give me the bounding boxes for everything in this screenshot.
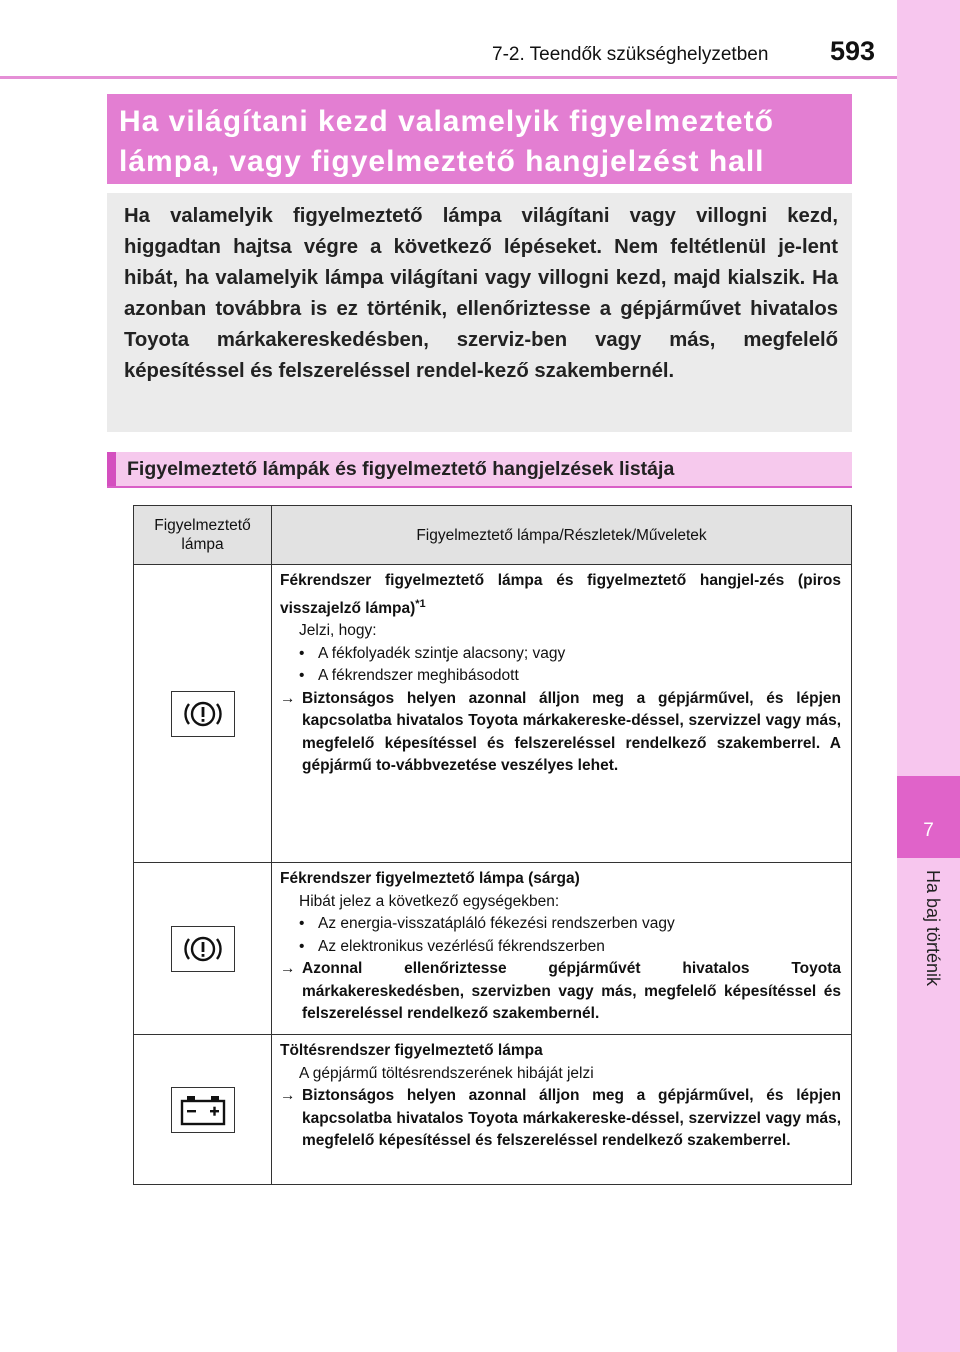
lamp-intro: A gépjármű töltésrendszerének hibáját jelzi <box>299 1064 594 1082</box>
subheading-accent <box>107 452 116 486</box>
bullet-icon: • <box>299 915 305 932</box>
action-text <box>280 1085 841 1153</box>
brake-warning-icon <box>171 691 235 737</box>
table-row <box>134 1035 852 1185</box>
page-title <box>107 94 852 184</box>
arrow-icon: → <box>280 960 296 977</box>
lamp-title: Fékrendszer figyelmeztető lámpa (sárga) <box>280 870 580 887</box>
page-title-line-2: lámpa, vagy figyelmeztető hangjelzést hall <box>119 145 765 178</box>
list-item-text: Az energia-visszatápláló fékezési rendszerben vagy <box>318 915 675 932</box>
lamp-intro: Hibát jelez a következő egységekben: <box>299 892 560 910</box>
header-rule <box>0 76 897 79</box>
lamp-intro: Jelzi, hogy: <box>299 622 377 640</box>
icon-cell <box>134 565 272 863</box>
chapter-tab[interactable] <box>897 776 960 858</box>
detail-cell <box>272 863 852 1035</box>
list-item <box>280 643 841 666</box>
warning-table <box>133 505 852 1185</box>
list-item <box>280 913 841 936</box>
action-text-body: Azonnal ellenőriztesse gépjárművét hivatalos Toyota márkakereskedésben, szervizben vagy más, megfelelő képesítéssel és felszereléssel rendelkező szakembernél. <box>302 960 841 1022</box>
chapter-number: 7 <box>923 820 934 841</box>
brake-warning-icon <box>171 926 235 972</box>
icon-cell <box>134 863 272 1035</box>
table-row <box>134 863 852 1035</box>
detail-cell <box>272 565 852 863</box>
arrow-icon: → <box>280 689 296 707</box>
page-number: 593 <box>830 36 876 66</box>
lamp-title <box>280 570 841 620</box>
subheading-text: Figyelmeztető lámpák és figyelmeztető hangjelzések listája <box>127 458 675 480</box>
lamp-title-text: Fékrendszer figyelmeztető lámpa és figyelmeztető hangjel-zés (piros visszajelző lámpa) <box>280 572 841 617</box>
chapter-label: Ha baj történik <box>923 870 943 987</box>
action-text <box>280 958 841 1026</box>
action-text <box>280 688 841 778</box>
action-text-body: Biztonságos helyen azonnal álljon meg a gépjárművel, és lépjen kapcsolatba hivatalos Toyota márkakereske-déssel, szervizzel vagy más, megfelelő képesítéssel és felszereléssel rendelkező szakemberrel. <box>302 1087 841 1149</box>
section-title: 7-2. Teendők szükséghelyzetben <box>492 44 769 65</box>
page-title-line-1: Ha világítani kezd valamelyik figyelmeztető <box>119 105 774 138</box>
list-item <box>280 936 841 959</box>
subheading <box>107 452 852 488</box>
bullet-icon: • <box>299 644 305 662</box>
side-band <box>897 0 960 1352</box>
column-header-details: Figyelmeztető lámpa/Részletek/Műveletek <box>272 506 852 565</box>
table-row <box>134 565 852 863</box>
footnote-mark: *1 <box>415 597 426 610</box>
column-header-lamp: Figyelmeztető lámpa <box>134 506 272 565</box>
bullet-icon: • <box>299 667 305 685</box>
list-item-text: Az elektronikus vezérlésű fékrendszerben <box>318 937 605 955</box>
icon-cell <box>134 1035 272 1185</box>
list-item <box>280 665 841 688</box>
detail-cell <box>272 1035 852 1185</box>
list-item-text: A fékfolyadék szintje alacsony; vagy <box>318 644 566 662</box>
action-text-body: Biztonságos helyen azonnal álljon meg a gépjárművel, és lépjen kapcsolatba hivatalos Toyota márkakereske-déssel, szervizzel vagy más, megfelelő képesítéssel és felszereléssel rendelkező szakemberrel. A gépjármű to-vábbvezetése veszélyes lehet. <box>302 689 841 775</box>
table-header-row <box>134 506 852 565</box>
arrow-icon: → <box>280 1087 296 1104</box>
list-item-text: A fékrendszer meghibásodott <box>318 667 519 685</box>
battery-icon <box>171 1087 235 1133</box>
intro-paragraph: Ha valamelyik figyelmeztető lámpa világítani vagy villogni kezd, higgadtan hajtsa végre a következő lépéseket. Nem feltétlenül je-lent hibát, ha valamelyik lámpa világítani vagy villogni kezd, majd kialszik. Ha azonban továbbra is ez történik, ellenőriztesse a gépjárművet hivatalos Toyota márkakereskedésben, szerviz-ben vagy más, megfelelő képesítéssel és felszereléssel rendel-kező szakembernél. <box>107 193 852 432</box>
lamp-title: Töltésrendszer figyelmeztető lámpa <box>280 1042 543 1059</box>
bullet-icon: • <box>299 937 305 955</box>
